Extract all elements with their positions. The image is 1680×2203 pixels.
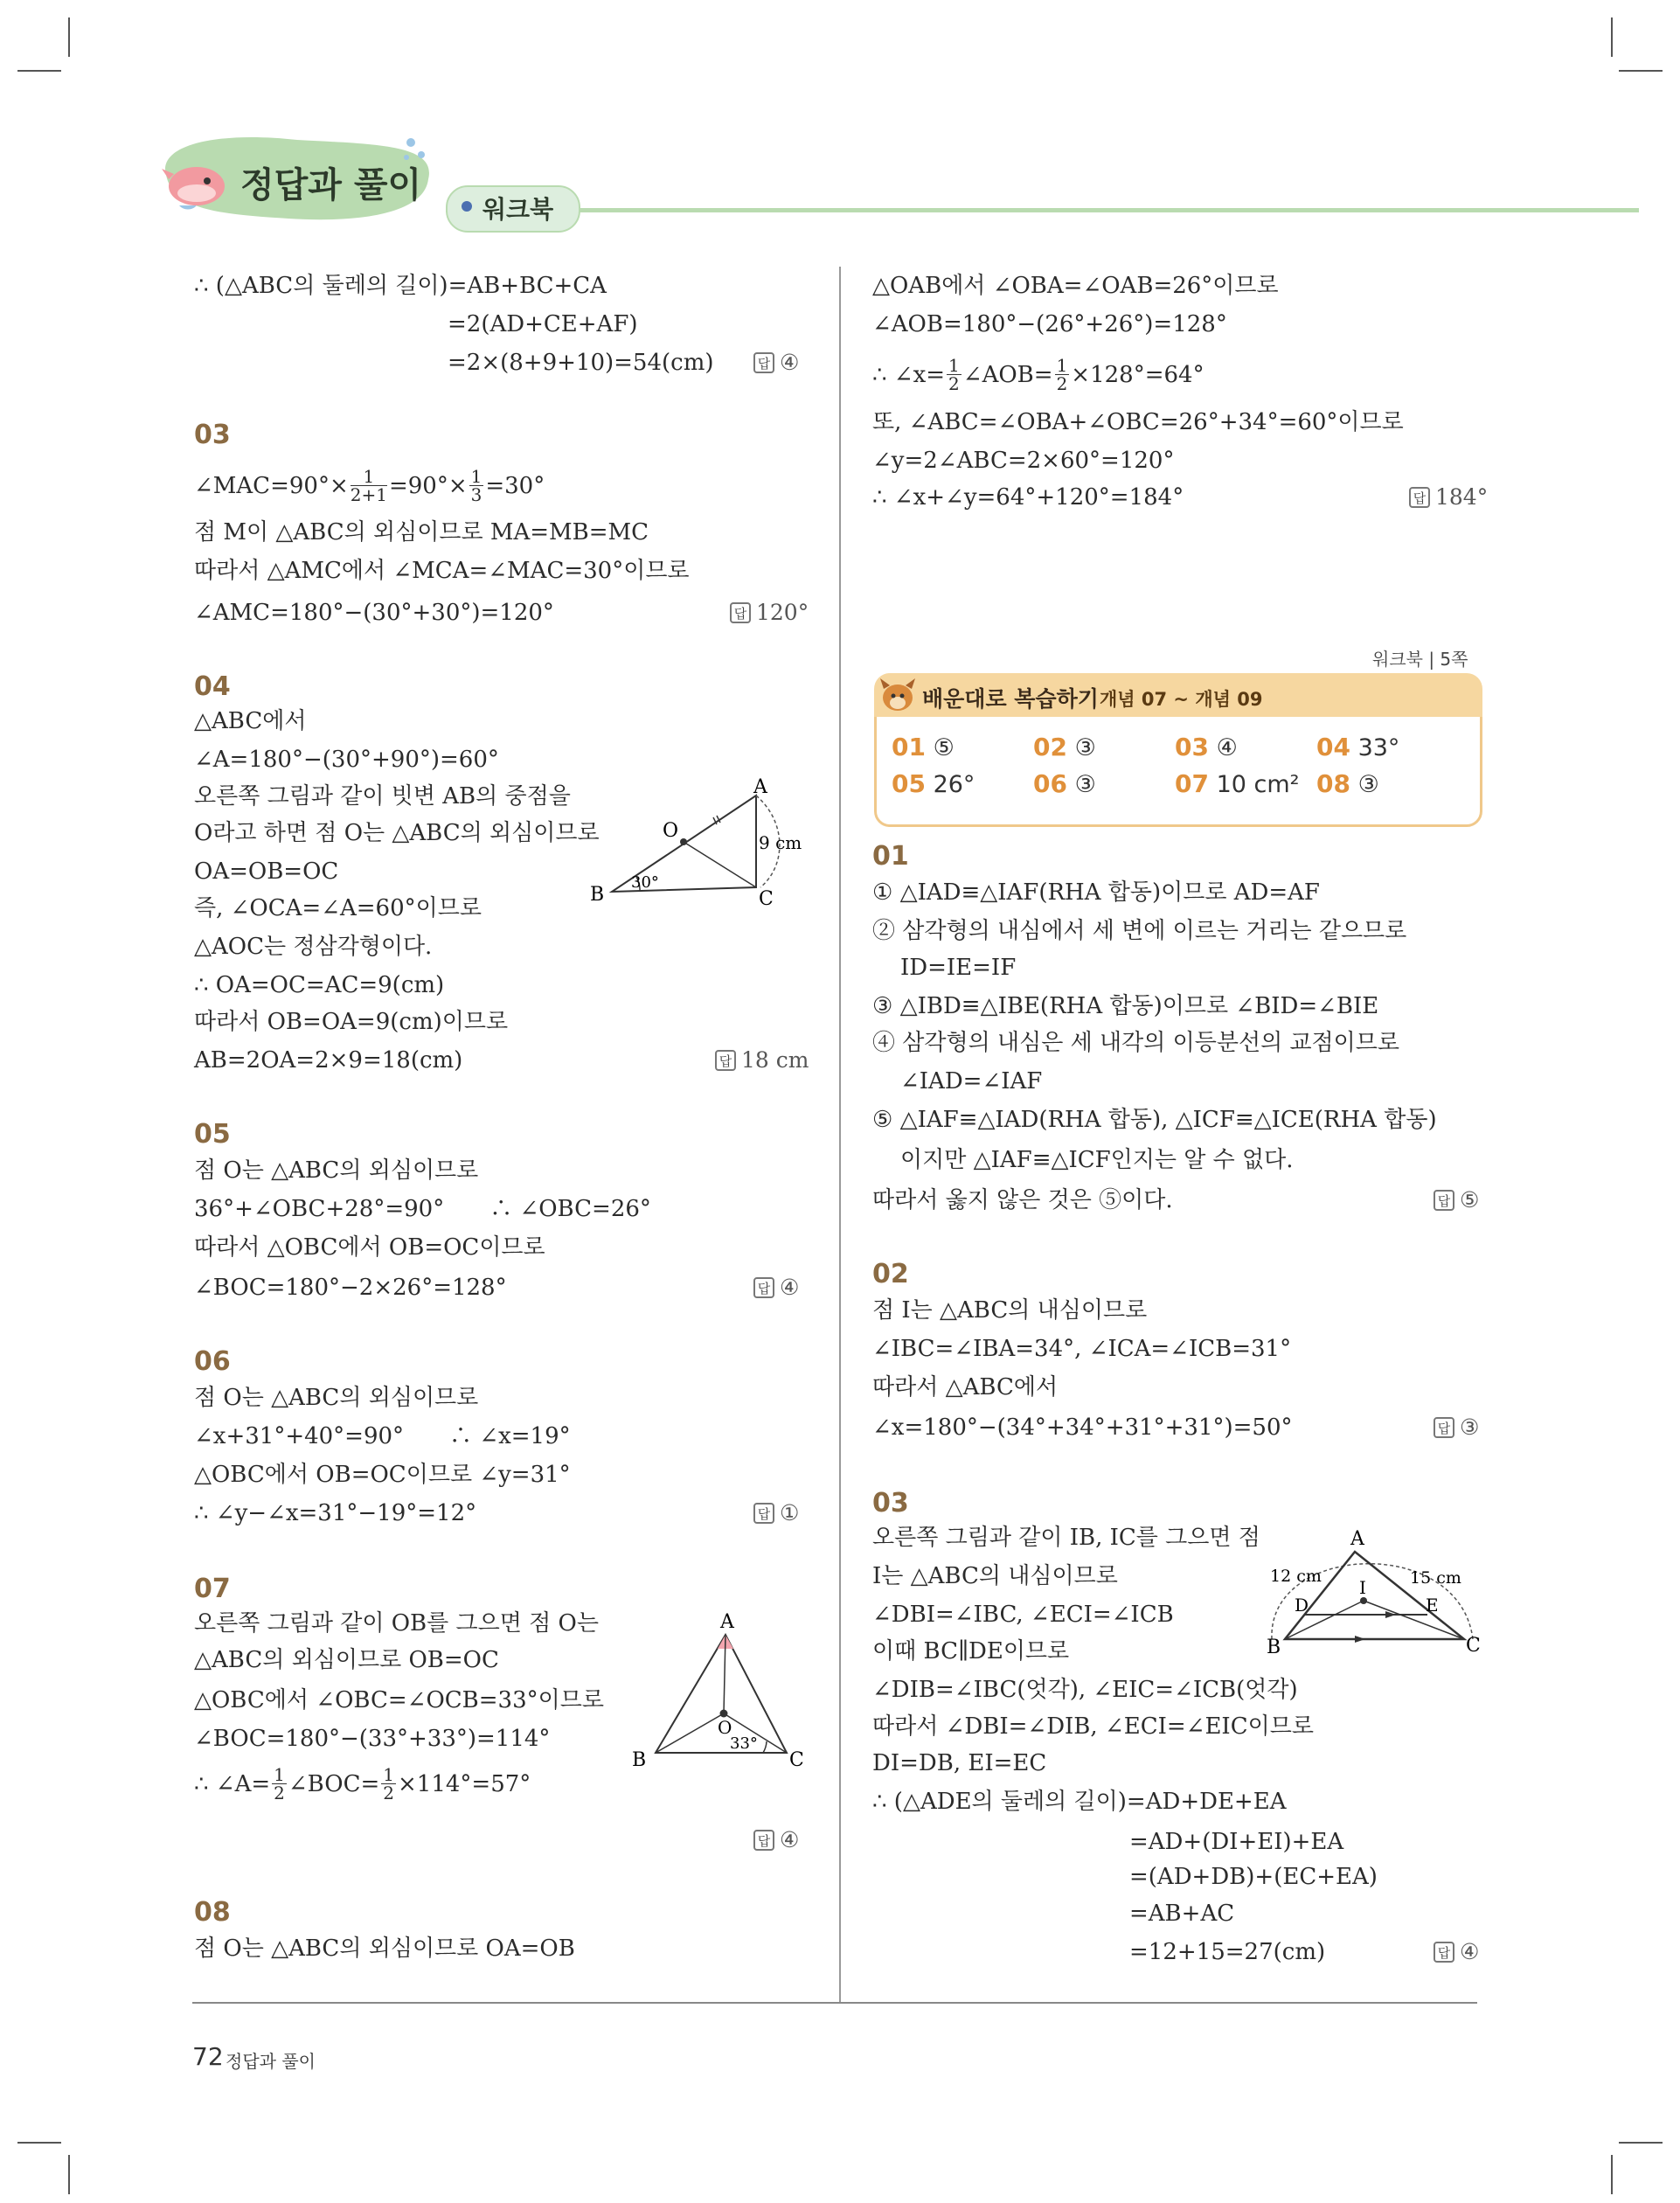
formula-part: ∠BOC=: [288, 1770, 380, 1797]
answer-icon: 답: [1434, 1190, 1454, 1211]
review-item-value: ③: [1357, 771, 1379, 798]
answer: [715, 1047, 809, 1073]
review-item-num: 06: [1033, 769, 1067, 798]
review-item-value: ③: [1074, 734, 1096, 761]
answer: [1434, 1187, 1479, 1213]
review-item: [1175, 733, 1238, 761]
review-item-num: 07: [1175, 769, 1209, 798]
text-line: 점 I는 △ABC의 내심이므로: [872, 1297, 1148, 1324]
figure-label: B: [1267, 1637, 1281, 1658]
denominator: 3: [470, 484, 482, 505]
answer-icon: 답: [753, 1830, 774, 1851]
text-line: 따라서 △AMC에서 ∠MCA=∠MAC=30°이므로: [194, 558, 690, 584]
review-item-value: 26°: [933, 771, 975, 798]
dog-mascot-icon: [876, 671, 920, 717]
footer-label: 정답과 풀이: [226, 2051, 316, 2072]
figure-label: C: [759, 888, 774, 910]
problem-number: 03: [194, 420, 231, 450]
review-item: [892, 733, 955, 761]
review-range: 개념 07 ~ 개념 09: [1100, 689, 1263, 710]
text-line: =2(AD+CE+AF): [448, 311, 638, 337]
review-item-num: 03: [1175, 733, 1209, 761]
problem-number: 04: [194, 671, 231, 702]
problem-number: 03: [872, 1488, 909, 1518]
text-line: 오른쪽 그림과 같이 OB를 그으면 점 O는: [194, 1610, 599, 1637]
review-title: 배운대로 복습하기: [922, 686, 1099, 712]
bottom-rule: [192, 2002, 1477, 2004]
text-line: ∠BOC=180°−(33°+33°)=114°: [194, 1726, 551, 1752]
text-line: 36°+∠OBC+28°=90° ∴ ∠OBC=26°: [194, 1196, 651, 1222]
text-line: 이지만 △IAF≡△ICF인지는 알 수 없다.: [900, 1147, 1294, 1173]
answer: [1434, 1939, 1479, 1964]
text-line: ∠y=2∠ABC=2×60°=120°: [872, 448, 1175, 474]
review-item: [1316, 769, 1379, 798]
formula-part: =30°: [485, 472, 545, 499]
review-item-num: 04: [1316, 733, 1350, 761]
denominator: 2+1: [350, 484, 387, 505]
review-item-num: 08: [1316, 769, 1350, 798]
denominator: 2: [1056, 373, 1068, 394]
formula-part: ×114°=57°: [398, 1770, 531, 1797]
text-line: ∠AMC=180°−(30°+30°)=120°: [194, 600, 554, 626]
figure-label: B: [590, 884, 605, 906]
answer-value: 120°: [756, 600, 809, 625]
text-line: 또, ∠ABC=∠OBA+∠OBC=26°+34°=60°이므로: [872, 409, 1404, 435]
formula-part: ∴ ∠x=: [872, 361, 946, 388]
answer-value: ④: [780, 1275, 800, 1300]
tab-dot-icon: [462, 201, 472, 212]
answer-value: ④: [780, 350, 800, 375]
formula-part: ∠AOB=: [962, 361, 1053, 388]
text-line: =AB+AC: [1129, 1901, 1235, 1927]
problem-number: 01: [872, 841, 909, 872]
fraction: [381, 1766, 396, 1802]
text-line: ∴ (△ADE의 둘레의 길이)=AD+DE+EA: [872, 1789, 1287, 1815]
answer-icon: 답: [1434, 1417, 1454, 1438]
crop-mark: [17, 2142, 61, 2144]
formula-line: [194, 1766, 531, 1802]
text-line: DI=DB, EI=EC: [872, 1750, 1047, 1776]
review-item-value: 10 cm²: [1216, 771, 1300, 798]
formula-part: ∴ ∠A=: [194, 1770, 271, 1797]
figure-label: O: [718, 1717, 732, 1738]
text-line: ① △IAD≡△IAF(RHA 합동)이므로 AD=AF: [872, 879, 1320, 906]
figure-label: C: [789, 1749, 804, 1771]
figure-label: A: [720, 1611, 734, 1633]
angle-label: 30°: [631, 873, 659, 892]
text-line: =12+15=27(cm): [1129, 1939, 1326, 1965]
text-line: ⑤ △IAF≡△IAD(RHA 합동), △ICF≡△ICE(RHA 합동): [872, 1107, 1437, 1133]
formula-part: ∠MAC=90°×: [194, 472, 349, 499]
fraction: [272, 1766, 287, 1802]
answer: [753, 1500, 799, 1525]
text-line: 오른쪽 그림과 같이 빗변 AB의 중점을: [194, 783, 571, 810]
crop-mark: [1611, 2155, 1613, 2194]
text-line: △OBC에서 OB=OC이므로 ∠y=31°: [194, 1462, 571, 1488]
figure-label: B: [632, 1749, 647, 1771]
text-line: 따라서 옳지 않은 것은 ⑤이다.: [872, 1187, 1173, 1213]
text-line: ∴ (△ABC의 둘레의 길이)=AB+BC+CA: [194, 273, 607, 299]
text-line: ∴ OA=OC=AC=9(cm): [194, 972, 445, 998]
answer-icon: 답: [753, 352, 774, 373]
text-line: AB=2OA=2×9=18(cm): [194, 1047, 463, 1074]
answer: [753, 350, 799, 375]
formula-line: [872, 357, 1204, 393]
side-label: 12 cm: [1270, 1567, 1322, 1586]
numerator: 1: [948, 355, 960, 376]
text-line: ∠AOB=180°−(26°+26°)=128°: [872, 311, 1227, 337]
text-line: 따라서 ∠DBI=∠DIB, ∠ECI=∠EIC이므로: [872, 1713, 1314, 1740]
numerator: 1: [274, 1764, 285, 1785]
answer-icon: 답: [730, 602, 751, 623]
answer-value: ①: [780, 1500, 800, 1525]
review-item: [1316, 733, 1399, 761]
answer-value: ③: [1460, 1414, 1480, 1440]
problem-number: 07: [194, 1574, 231, 1604]
text-line: =(AD+DB)+(EC+EA): [1129, 1864, 1378, 1890]
text-line: O라고 하면 점 O는 △ABC의 외심이므로: [194, 820, 600, 846]
workbook-tab: 워크북: [482, 195, 554, 224]
review-item: [1033, 769, 1096, 798]
text-line: =2×(8+9+10)=54(cm): [448, 350, 714, 376]
text-line: ∴ ∠y−∠x=31°−19°=12°: [194, 1500, 477, 1526]
answer-value: ④: [1460, 1939, 1480, 1964]
side-label: 9 cm: [759, 832, 802, 853]
figure-label: I: [1359, 1577, 1366, 1598]
fraction: [1055, 357, 1070, 393]
formula-line: [194, 468, 545, 504]
column-divider: [839, 267, 841, 2002]
figure-04: [586, 776, 813, 914]
crop-mark: [1619, 2142, 1663, 2144]
review-item-value: ⑤: [933, 734, 955, 761]
figure-label: E: [1426, 1595, 1439, 1616]
text-line: ∠BOC=180°−2×26°=128°: [194, 1275, 507, 1301]
text-line: 이때 BC∥DE이므로: [872, 1638, 1070, 1664]
text-line: 따라서 △OBC에서 OB=OC이므로: [194, 1234, 545, 1261]
review-item: [1033, 733, 1096, 761]
header-rule: [446, 208, 1639, 212]
answer: [730, 600, 809, 625]
formula-part: ×128°=64°: [1071, 361, 1204, 388]
numerator: 1: [351, 468, 387, 486]
crop-mark: [1611, 17, 1613, 57]
answer-value: 18 cm: [741, 1047, 809, 1073]
figure-label: A: [1350, 1528, 1364, 1550]
crop-mark: [1619, 70, 1663, 72]
numerator: 1: [1056, 355, 1068, 376]
text-line: =AD+(DI+EI)+EA: [1129, 1829, 1344, 1855]
text-line: ∠x+31°+40°=90° ∴ ∠x=19°: [194, 1423, 571, 1449]
problem-number: 08: [194, 1897, 231, 1928]
figure-label: O: [663, 820, 679, 842]
answer-icon: 답: [1409, 487, 1430, 508]
text-line: 점 M이 △ABC의 외심이므로 MA=MB=MC: [194, 519, 649, 546]
crop-mark: [68, 17, 70, 57]
text-line: 점 O는 △ABC의 외심이므로: [194, 1157, 479, 1184]
review-item-num: 05: [892, 769, 926, 798]
fraction: [469, 468, 484, 504]
figure-07: [625, 1609, 809, 1775]
text-line: 따라서 OB=OA=9(cm)이므로: [194, 1009, 509, 1035]
page-reference: 워크북 | 5쪽: [1372, 649, 1468, 670]
fraction: [947, 357, 961, 393]
text-line: ∠A=180°−(30°+90°)=60°: [194, 747, 499, 773]
numerator: 1: [383, 1764, 394, 1785]
text-line: 따라서 △ABC에서: [872, 1374, 1059, 1400]
problem-number: 05: [194, 1119, 231, 1150]
answer: [753, 1275, 799, 1300]
problem-number: 02: [872, 1259, 909, 1289]
text-line: ④ 삼각형의 내심은 세 내각의 이등분선의 교점이므로: [872, 1030, 1400, 1056]
answer: [1434, 1414, 1479, 1440]
text-line: △AOC는 정삼각형이다.: [194, 934, 433, 960]
text-line: 즉, ∠OCA=∠A=60°이므로: [194, 895, 482, 921]
figure-03: [1263, 1525, 1481, 1658]
text-line: I는 △ABC의 내심이므로: [872, 1563, 1118, 1589]
answer: [1409, 484, 1488, 510]
text-line: △ABC에서: [194, 708, 307, 734]
fraction: [351, 468, 387, 504]
text-line: △OBC에서 ∠OBC=∠OCB=33°이므로: [194, 1687, 604, 1713]
answer-value: ⑤: [1460, 1187, 1480, 1213]
crop-mark: [68, 2155, 70, 2194]
text-line: ∠x=180°−(34°+34°+31°+31°)=50°: [872, 1414, 1293, 1441]
answer: [753, 1827, 799, 1852]
angle-label: 33°: [730, 1734, 758, 1753]
text-line: ∠IBC=∠IBA=34°, ∠ICA=∠ICB=31°: [872, 1336, 1292, 1362]
crop-mark: [17, 70, 61, 72]
answer-icon: 답: [715, 1050, 736, 1071]
whale-mascot-icon: [162, 153, 232, 214]
text-line: △ABC의 외심이므로 OB=OC: [194, 1647, 499, 1673]
text-line: OA=OB=OC: [194, 858, 339, 885]
page-number: 72: [192, 2042, 224, 2071]
text-line: ∠DBI=∠IBC, ∠ECI=∠ICB: [872, 1602, 1174, 1628]
page-title: 정답과 풀이: [240, 165, 422, 205]
answer-value: 184°: [1435, 484, 1489, 510]
denominator: 2: [383, 1783, 394, 1803]
denominator: 2: [274, 1783, 285, 1803]
figure-label: C: [1466, 1635, 1481, 1657]
review-item-value: ④: [1216, 734, 1238, 761]
answer-icon: 답: [1434, 1942, 1454, 1963]
review-item-value: 33°: [1357, 734, 1400, 761]
figure-label: A: [753, 776, 767, 798]
answer-icon: 답: [753, 1277, 774, 1298]
text-line: 점 O는 △ABC의 외심이므로: [194, 1385, 479, 1411]
review-item-value: ③: [1074, 771, 1096, 798]
formula-part: =90°×: [388, 472, 468, 499]
denominator: 2: [948, 373, 960, 394]
review-item: [1175, 769, 1299, 798]
problem-number: 06: [194, 1346, 231, 1377]
text-line: ∠IAD=∠IAF: [900, 1068, 1043, 1095]
text-line: ∴ ∠x+∠y=64°+120°=184°: [872, 484, 1184, 511]
review-item-num: 01: [892, 733, 926, 761]
answer-icon: 답: [753, 1503, 774, 1524]
numerator: 1: [470, 466, 482, 487]
review-item-num: 02: [1033, 733, 1067, 761]
review-item: [892, 769, 975, 798]
figure-label: D: [1295, 1595, 1309, 1616]
text-line: ID=IE=IF: [900, 955, 1017, 981]
text-line: ③ △IBD≡△IBE(RHA 합동)이므로 ∠BID=∠BIE: [872, 993, 1379, 1019]
answer-value: ④: [780, 1827, 800, 1852]
text-line: ∠DIB=∠IBC(엇각), ∠EIC=∠ICB(엇각): [872, 1677, 1298, 1703]
text-line: △OAB에서 ∠OBA=∠OAB=26°이므로: [872, 273, 1279, 299]
text-line: ② 삼각형의 내심에서 세 변에 이르는 거리는 같으므로: [872, 918, 1407, 944]
side-label: 15 cm: [1410, 1568, 1461, 1588]
text-line: 점 O는 △ABC의 외심이므로 OA=OB: [194, 1935, 575, 1962]
text-line: 오른쪽 그림과 같이 IB, IC를 그으면 점: [872, 1525, 1260, 1551]
